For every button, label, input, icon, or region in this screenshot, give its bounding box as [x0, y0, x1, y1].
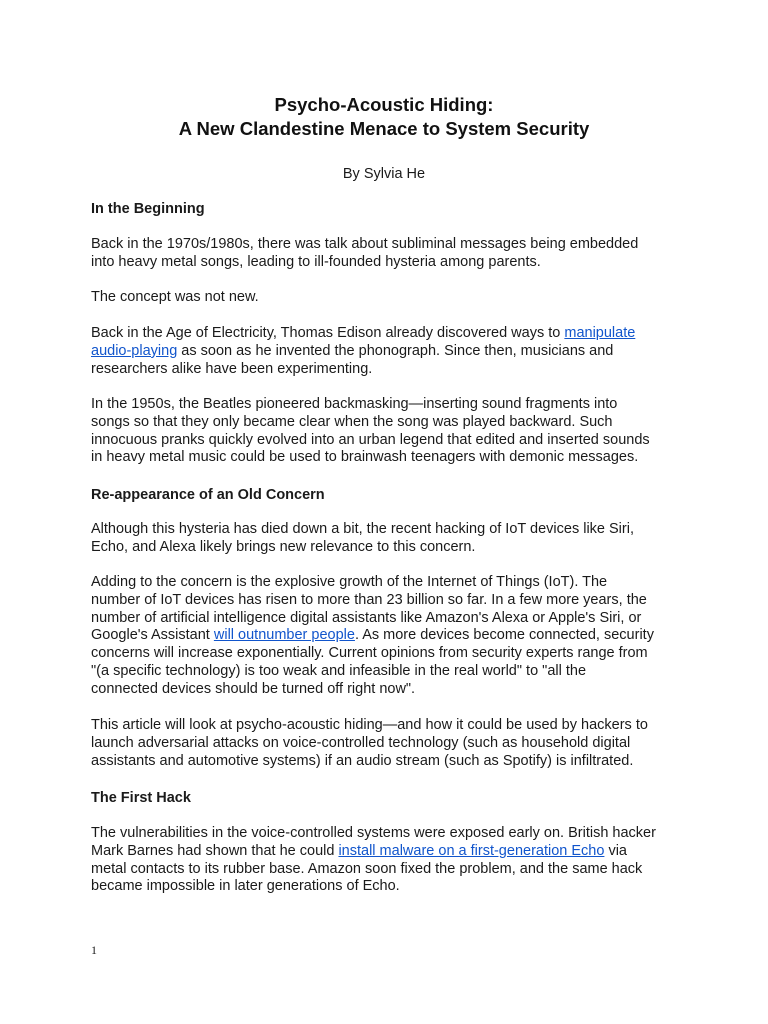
paragraph-line: The concept was not new. — [91, 289, 259, 305]
paragraph-line: connected devices should be turned off right now". — [91, 680, 416, 697]
paragraph-line: "(a specific technology) is too weak and infeasible in the real world" to "all the — [91, 662, 587, 679]
paragraph-text: as soon as he invented the phonograph. Since then, musicians and — [177, 342, 614, 359]
paragraph-line: number of artificial intelligence digital assistants like Amazon's Alexa or Apple's Siri, or — [91, 609, 642, 626]
paragraph-line: Adding to the concern is the explosive growth of the Internet of Things (IoT). The — [91, 574, 608, 590]
paragraph-line: Echo, and Alexa likely brings new relevance to this concern. — [91, 538, 476, 555]
paragraph-line: Back in the 1970s/1980s, there was talk about subliminal messages being embedded — [91, 236, 639, 252]
paragraph-line: launch adversarial attacks on voice-controlled technology (such as household digital — [91, 734, 631, 751]
paragraph-line: assistants and automotive systems) if an audio stream (such as Spotify) is infiltrated. — [91, 752, 634, 769]
paragraph-echo-vulnerability — [91, 825, 691, 896]
section-heading-first-hack: The First Hack — [91, 790, 191, 806]
paragraph-line: The vulnerabilities in the voice-controlled systems were exposed early on. British hacker — [91, 825, 656, 841]
paragraph-line: Although this hysteria has died down a bit, the recent hacking of IoT devices like Siri, — [91, 521, 634, 537]
paragraph-edison — [91, 325, 691, 378]
paragraph-line: songs so that they only became clear when the song was played backward. Such — [91, 413, 613, 430]
page-number: 1 — [91, 943, 97, 957]
paragraph-subliminal-messages — [91, 236, 691, 272]
link-manipulate-audio-playing[interactable]: manipulate — [564, 325, 636, 341]
paragraph-line: metal contacts to its rubber base. Amazon soon fixed the problem, and the same hack — [91, 860, 643, 877]
paragraph-iot-growth — [91, 574, 691, 699]
link-install-malware-echo[interactable]: install malware on a first-generation Echo — [338, 842, 605, 859]
document-title-line-2: A New Clandestine Menace to System Security — [178, 118, 590, 139]
paragraph-line — [91, 343, 691, 361]
paragraph-line: in heavy metal music could be used to brainwash teenagers with demonic messages. — [91, 449, 639, 466]
paragraph-article-scope — [91, 717, 691, 770]
paragraph-text: Google's Assistant — [91, 627, 214, 644]
paragraph-line: concerns will increase exponentially. Current opinions from security experts range from — [91, 645, 648, 662]
author-byline: By Sylvia He — [342, 166, 426, 182]
document-title-line-1: Psycho-Acoustic Hiding: — [274, 94, 494, 115]
section-heading-beginning: In the Beginning — [91, 201, 205, 217]
paragraph-concept-not-new — [91, 289, 691, 307]
paragraph-line — [91, 325, 691, 343]
paragraph-line: into heavy metal songs, leading to ill-founded hysteria among parents. — [91, 253, 541, 270]
paragraph-text: via — [604, 842, 627, 859]
link-will-outnumber-people[interactable]: will outnumber people — [213, 627, 355, 644]
paragraph-text: Mark Barnes had shown that he could — [91, 842, 339, 859]
paragraph-beatles-backmasking — [91, 396, 691, 467]
paragraph-text: Back in the Age of Electricity, Thomas Edison already discovered ways to — [91, 325, 565, 341]
paragraph-line: This article will look at psycho-acoustic hiding—and how it could be used by hackers to — [91, 717, 648, 733]
link-manipulate-audio-playing-continued[interactable]: audio-playing — [91, 342, 178, 359]
section-heading-reappearance: Re-appearance of an Old Concern — [91, 487, 325, 503]
paragraph-line: researchers alike have been experimenting. — [91, 360, 373, 377]
paragraph-line: innocuous pranks quickly evolved into an urban legend that edited and inserted sounds — [91, 431, 650, 448]
paragraph-line — [91, 843, 691, 861]
paragraph-line — [91, 627, 691, 645]
paragraph-iot-hacking — [91, 521, 691, 557]
paragraph-text: . As more devices become connected, security — [354, 627, 654, 644]
paragraph-line: In the 1950s, the Beatles pioneered backmasking—inserting sound fragments into — [91, 396, 618, 412]
paragraph-line: became impossible in later generations of Echo. — [91, 878, 400, 895]
paragraph-line: number of IoT devices has risen to more than 23 billion so far. In a few more years, the — [91, 591, 647, 608]
